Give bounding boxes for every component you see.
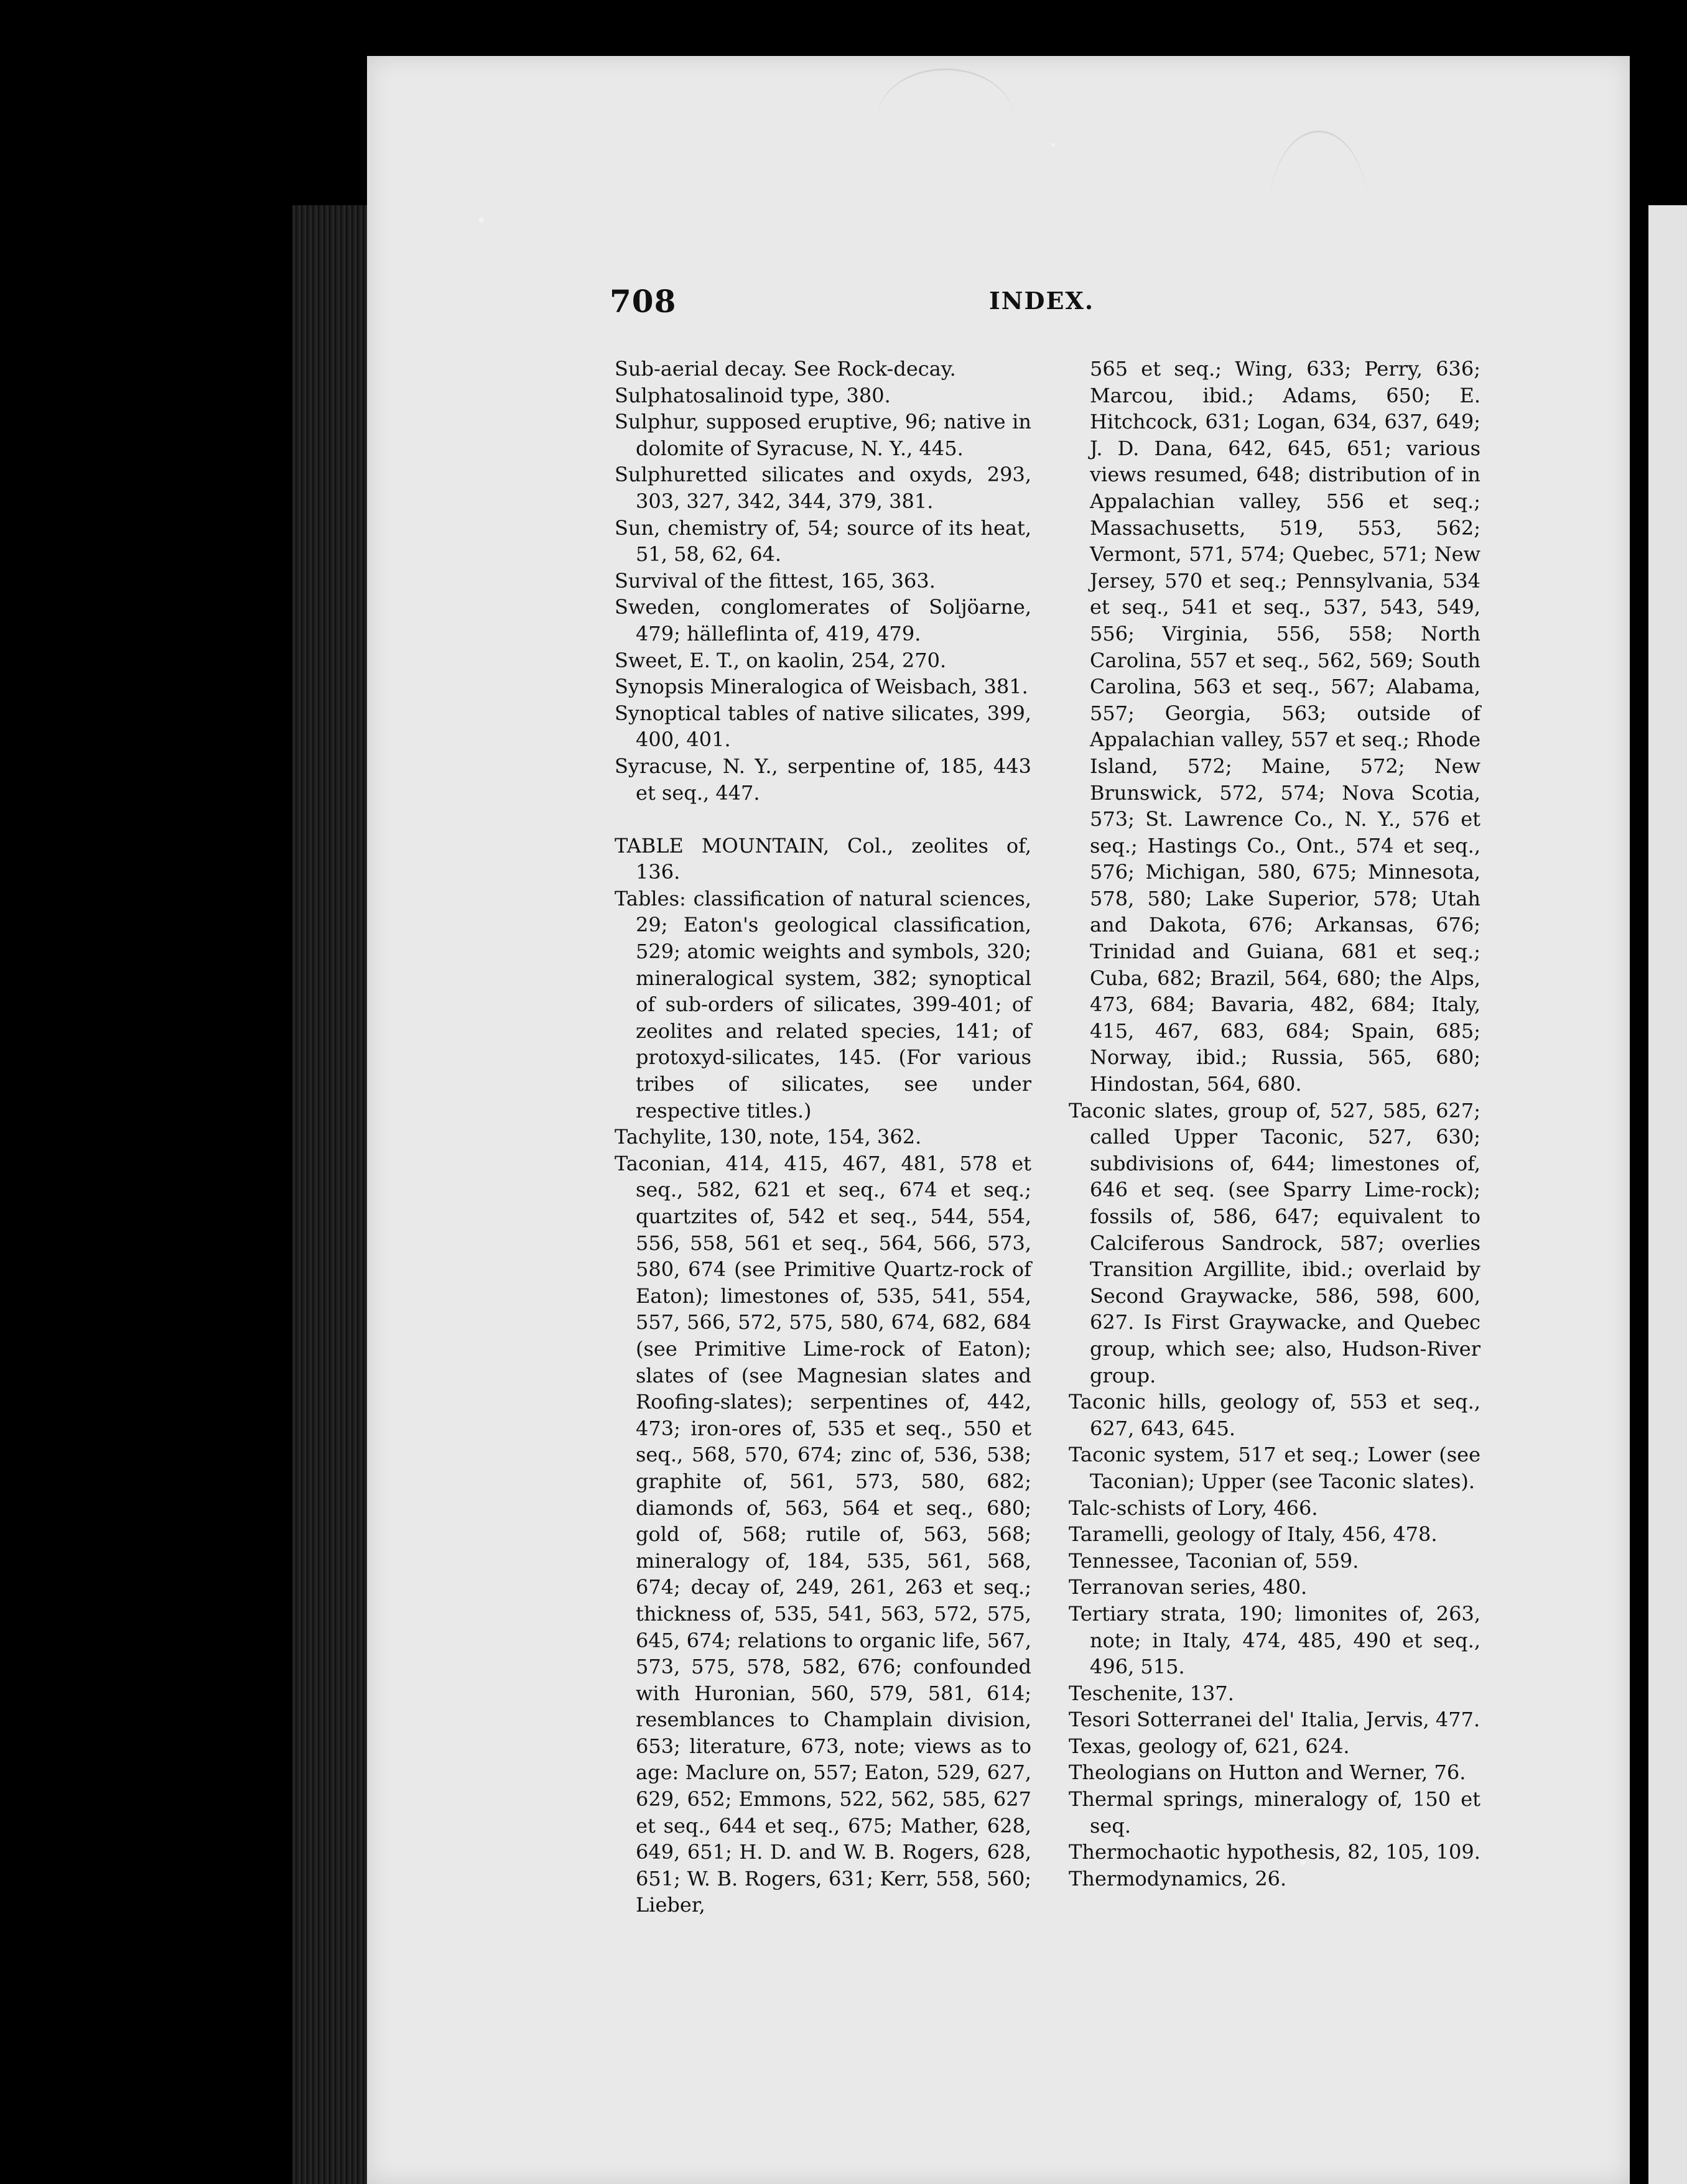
paper-speck xyxy=(1051,143,1055,147)
index-entry: TABLE MOUNTAIN, Col., zeolites of, 136. xyxy=(615,833,1031,884)
next-page-edge xyxy=(1648,205,1687,2184)
index-entry: Synopsis Mineralogica of Weisbach, 381. xyxy=(615,675,1028,699)
index-entry: Synoptical tables of native silicates, 399, 400, 401. xyxy=(615,701,1031,752)
index-entry: Taconic hills, geology of, 553 et seq., 627, 643, 645. xyxy=(1069,1390,1480,1440)
index-entry: Theologians on Hutton and Werner, 76. xyxy=(1069,1761,1466,1785)
index-entry: Survival of the fittest, 165, 363. xyxy=(615,568,936,593)
index-entry: Thermal springs, mineralogy of, 150 et seq. xyxy=(1069,1787,1480,1838)
running-head: INDEX. xyxy=(989,287,1095,315)
index-entry: Talc-schists of Lory, 466. xyxy=(1069,1496,1318,1520)
paper-fiber xyxy=(1269,131,1369,294)
page-header xyxy=(610,283,1555,326)
index-entry: Taramelli, geology of Italy, 456, 478. xyxy=(1069,1522,1438,1547)
index-entry: Sulphuretted silicates and oxyds, 293, 303, 327, 342, 344, 379, 381. xyxy=(615,463,1031,513)
index-column-left xyxy=(615,356,1031,1918)
paper-fiber xyxy=(877,68,1014,170)
index-entry: Sweden, conglomerates of Soljöarne, 479; hälleflinta of, 419, 479. xyxy=(615,595,1031,645)
index-entry: Taconic slates, group of, 527, 585, 627; called Upper Taconic, 527, 630; subdivisions of, 644; limestones of, 646 et seq. (see Sparry Lime-rock); fossils of, 586, 647; equivalent to Calciferous Sandrock, 587; overlies Transition Argillite, ibid.; overlaid by Second Graywacke, 586, 598, 600, 627. Is First Graywacke, and Quebec group, which see; also, Hudson-River group. xyxy=(1069,1098,1480,1387)
page-number: 708 xyxy=(610,283,677,320)
index-entry: Tertiary strata, 190; limonites of, 263, note; in Italy, 474, 485, 490 et seq., 496, 515. xyxy=(1069,1601,1480,1679)
index-entry: Sulphatosalinoid type, 380. xyxy=(615,383,891,407)
index-column-right xyxy=(1069,356,1480,1892)
index-entry: Sun, chemistry of, 54; source of its heat, 51, 58, 62, 64. xyxy=(615,516,1031,567)
index-entry: Tesori Sotterranei del' Italia, Jervis, 477. xyxy=(1069,1708,1480,1732)
index-entry: Sulphur, supposed eruptive, 96; native in dolomite of Syracuse, N. Y., 445. xyxy=(615,410,1031,460)
index-entry: Teschenite, 137. xyxy=(1069,1681,1234,1705)
index-entry: Texas, geology of, 621, 624. xyxy=(1069,1734,1350,1758)
paper-speck xyxy=(479,218,484,223)
index-entry: Taconic system, 517 et seq.; Lower (see Taconian); Upper (see Taconic slates). xyxy=(1069,1443,1480,1493)
index-entry-continued: 565 et seq.; Wing, 633; Perry, 636; Marcou, ibid.; Adams, 650; E. Hitchcock, 631; Logan, 634, 637, 649; J. D. Dana, 642, 645, 651; various views resumed, 648; distribution of in Appalachian valley, 556 et seq.; Massachusetts, 519, 553, 562; Vermont, 571, 574; Quebec, 571; New Jersey, 570 et seq.; Pennsylvania, 534 et seq., 541 et seq., 537, 543, 549, 556; Virginia, 556, 558; North Carolina, 557 et seq., 562, 569; South Carolina, 563 et seq., 567; Alabama, 557; Georgia, 563; outside of Appalachian valley, 557 et seq.; Rhode Island, 572; Maine, 572; New Brunswick, 572, 574; Nova Scotia, 573; St. Lawrence Co., N. Y., 576 et seq.; Hastings Co., Ont., 574 et seq., 576; Michigan, 580, 675; Minnesota, 578, 580; Lake Superior, 578; Utah and Dakota, 676; Arkansas, 676; Trinidad and Guiana, 681 et seq.; Cuba, 682; Brazil, 564, 680; the Alps, 473, 684; Bavaria, 482, 684; Italy, 415, 467, 683, 684; Spain, 685; Norway, ibid.; Russia, 565, 680; Hindostan, 564, 680. xyxy=(1090,357,1480,1096)
index-entry: Sub-aerial decay. See Rock-decay. xyxy=(615,357,956,381)
index-entry: Tennessee, Taconian of, 559. xyxy=(1069,1548,1359,1573)
index-entry: Tachylite, 130, note, 154, 362. xyxy=(615,1125,922,1149)
index-entry: Sweet, E. T., on kaolin, 254, 270. xyxy=(615,648,947,672)
index-entry: Thermodynamics, 26. xyxy=(1069,1866,1287,1890)
index-entry: Terranovan series, 480. xyxy=(1069,1575,1308,1599)
index-entry: Syracuse, N. Y., serpentine of, 185, 443 et seq., 447. xyxy=(615,754,1031,805)
index-entry: Taconian, 414, 415, 467, 481, 578 et seq., 582, 621 et seq., 674 et seq.; quartzites of, 542 et seq., 544, 554, 556, 558, 561 et seq., 564, 566, 573, 580, 674 (see Primitive Quartz-rock of Eaton); limestones of, 535, 541, 554, 557, 566, 572, 575, 580, 674, 682, 684 (see Primitive Lime-rock of Eaton); slates of (see Magnesian slates and Roofing-slates); serpentines of, 442, 473; iron-ores of, 535 et seq., 550 et seq., 568, 570, 674; zinc of, 536, 538; graphite of, 561, 573, 580, 682; diamonds of, 563, 564 et seq., 680; gold of, 568; rutile of, 563, 568; mineralogy of, 184, 535, 561, 568, 674; decay of, 249, 261, 263 et seq.; thickness of, 535, 541, 563, 572, 575, 645, 674; relations to organic life, 567, 573, 575, 578, 582, 676; confounded with Huronian, 560, 579, 581, 614; resemblances to Champlain division, 653; literature, 673, note; views as to age: Maclure on, 557; Eaton, 529, 627, 629, 652; Emmons, 522, 562, 585, 627 et seq., 644 et seq., 675; Mather, 628, 649, 651; H. D. and W. B. Rogers, 628, 651; W. B. Rogers, 631; Kerr, 558, 560; Lieber, xyxy=(615,1151,1031,1917)
index-entry: Tables: classification of natural sciences, 29; Eaton's geological classification, 529; atomic weights and symbols, 320; mineralogical system, 382; synoptical of sub-orders of silicates, 399-401; of zeolites and related species, 141; of protoxyd-silicates, 145. (For various tribes of silicates, see under respective titles.) xyxy=(615,886,1031,1122)
index-entry: Thermochaotic hypothesis, 82, 105, 109. xyxy=(1069,1840,1480,1864)
book-binding-edge xyxy=(292,205,367,2184)
